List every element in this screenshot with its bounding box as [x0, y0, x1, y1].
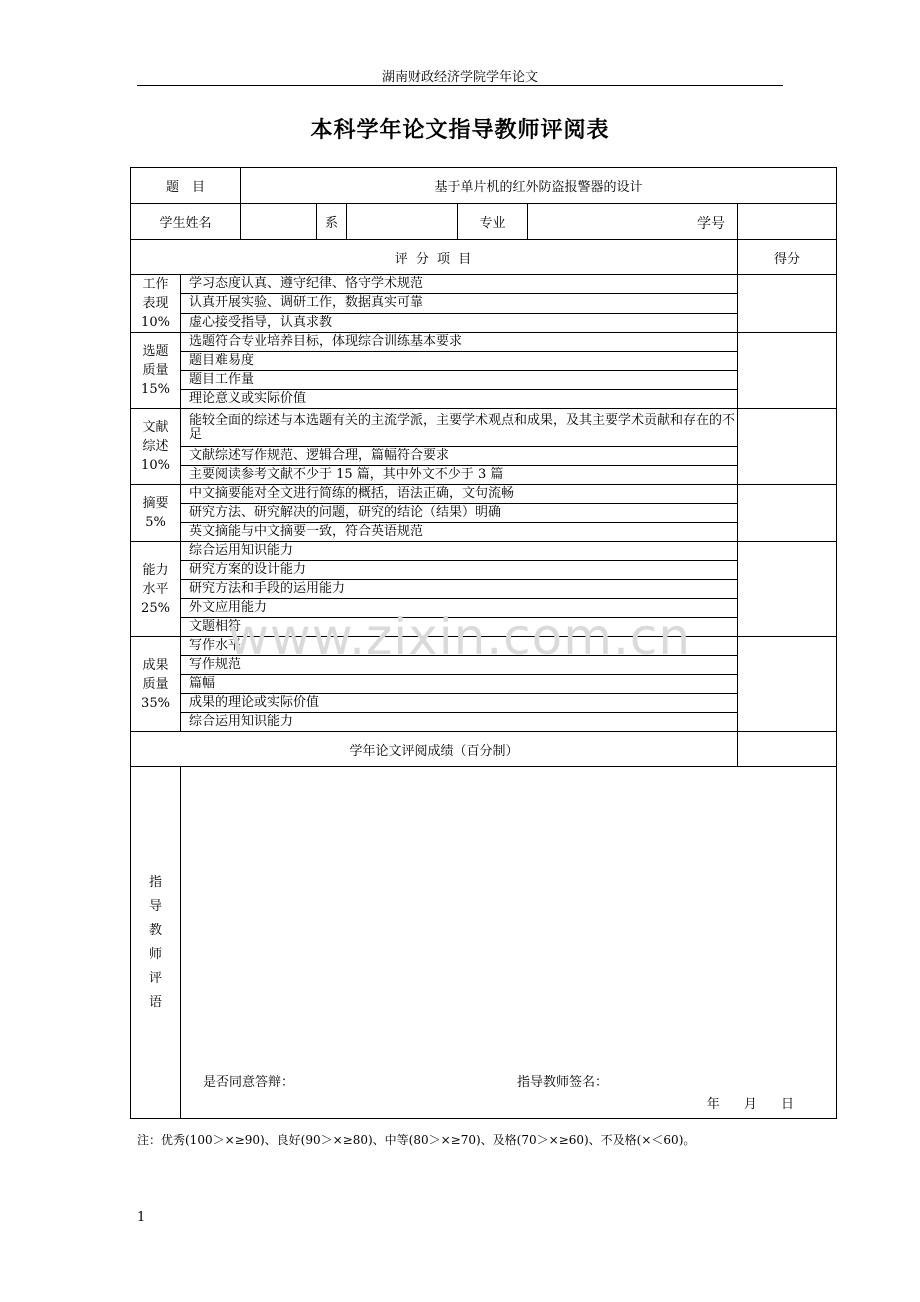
criteria-row [131, 561, 837, 580]
page-header: 湖南财政经济学院学年论文 [381, 70, 538, 85]
criteria-item: 学习态度认真、遵守纪律、恪守学术规范 [181, 275, 738, 294]
criteria-item: 能较全面的综述与本选题有关的主流学派，主要学术观点和成果，及其主要学术贡献和存在的不足 [181, 409, 738, 447]
comments-label-char: 指 [148, 874, 162, 890]
comments-label-char: 语 [148, 994, 162, 1010]
criteria-item: 文献综述写作规范、逻辑合理，篇幅符合要求 [181, 447, 738, 466]
grade-row [131, 732, 837, 767]
criteria-item: 成果的理论或实际价值 [181, 694, 738, 713]
criteria-row [131, 466, 837, 485]
category-name-line2: 水平 [142, 581, 169, 597]
criteria-item: 综合运用知识能力 [181, 542, 738, 561]
score-header-row [131, 240, 837, 275]
category-name: 工作 [142, 277, 169, 292]
grade-score-cell[interactable] [738, 732, 837, 767]
comments-label-char: 教 [148, 922, 162, 938]
topic-row [131, 168, 837, 204]
criteria-item: 主要阅读参考文献不少于 15 篇，其中外文不少于 3 篇 [181, 466, 738, 485]
criteria-row [131, 409, 837, 447]
criteria-item: 篇幅 [181, 675, 738, 694]
comments-label [131, 767, 181, 1119]
category-weight: 25% [141, 600, 170, 616]
criteria-row [131, 523, 837, 542]
criteria-item: 题目工作量 [181, 371, 738, 390]
criteria-row [131, 675, 837, 694]
comments-label-char: 师 [148, 946, 162, 962]
score-header: 得分 [738, 240, 837, 275]
student-info-row [131, 204, 837, 240]
criteria-item: 外文应用能力 [181, 599, 738, 618]
criteria-item: 写作规范 [181, 656, 738, 675]
criteria-row [131, 333, 837, 352]
score-cell[interactable] [738, 275, 837, 333]
date-label: 年 月 日 [706, 1097, 795, 1112]
score-cell[interactable] [738, 333, 837, 409]
criteria-item: 英文摘能与中文摘要一致，符合英语规范 [181, 523, 738, 542]
category-name-line2: 质量 [142, 363, 169, 378]
criteria-row [131, 599, 837, 618]
criteria-item: 写作水平 [181, 637, 738, 656]
criteria-item: 认真开展实验、调研工作，数据真实可靠 [181, 294, 738, 313]
evaluation-table [130, 167, 837, 1119]
student-id-field[interactable] [738, 204, 837, 240]
criteria-item: 综合运用知识能力 [181, 713, 738, 732]
score-cell[interactable] [738, 409, 837, 485]
category-name: 文献 [142, 420, 169, 435]
score-cell[interactable] [738, 485, 837, 542]
criteria-item: 文题相符 [181, 618, 738, 637]
category-name: 成果 [142, 657, 169, 673]
department-label: 系 [317, 204, 347, 240]
criteria-row [131, 618, 837, 637]
score-cell[interactable] [738, 637, 837, 732]
major-label: 专业 [458, 204, 528, 240]
category-weight: 5% [145, 515, 166, 530]
topic-value[interactable]: 基于单片机的红外防盗报警器的设计 [241, 168, 837, 204]
criteria-row [131, 390, 837, 409]
criteria-row [131, 656, 837, 675]
criteria-item: 虚心接受指导，认真求教 [181, 313, 738, 332]
category-name: 摘要 [142, 496, 169, 511]
criteria-item: 理论意义或实际价值 [181, 390, 738, 409]
department-field[interactable] [347, 204, 458, 240]
criteria-row [131, 313, 837, 332]
page-number: 1 [137, 1210, 146, 1225]
student-name-label: 学生姓名 [131, 204, 241, 240]
score-items-header: 评 分 项 目 [131, 240, 738, 275]
criteria-row [131, 485, 837, 504]
watermark: www.zixin.com.cn [228, 608, 692, 666]
criteria-row [131, 447, 837, 466]
criteria-item: 研究方法、研究解决的问题，研究的结论（结果）明确 [181, 504, 738, 523]
category-cell [131, 485, 181, 542]
category-weight: 15% [141, 382, 170, 397]
category-name-line2: 质量 [142, 676, 169, 692]
criteria-row [131, 637, 837, 656]
category-name-line2: 综述 [142, 439, 169, 454]
criteria-item: 中文摘要能对全文进行简练的概括，语法正确，文句流畅 [181, 485, 738, 504]
student-id-label: 学号 [697, 216, 726, 232]
category-cell [131, 333, 181, 409]
topic-label: 题 目 [131, 168, 241, 204]
criteria-row [131, 694, 837, 713]
category-name-line2: 表现 [142, 296, 169, 311]
agree-defense-label: 是否同意答辩： [203, 1075, 295, 1090]
advisor-signature-label: 指导教师签名： [517, 1075, 609, 1090]
criteria-item: 题目难易度 [181, 352, 738, 371]
header-rule [137, 85, 783, 86]
category-cell [131, 409, 181, 485]
comments-label-char: 导 [148, 898, 162, 914]
comments-area[interactable] [181, 767, 837, 1119]
category-weight: 10% [141, 315, 170, 330]
category-weight: 10% [141, 458, 170, 473]
category-cell [131, 637, 181, 732]
grade-label: 学年论文评阅成绩（百分制） [131, 732, 738, 767]
category-name: 选题 [142, 344, 169, 359]
criteria-row [131, 352, 837, 371]
comments-label-char: 评 [148, 970, 162, 986]
criteria-row [131, 275, 837, 294]
criteria-item: 研究方法和手段的运用能力 [181, 580, 738, 599]
grading-note: 注：优秀(100＞×≥90)、良好(90＞×≥80)、中等(80＞×≥70)、及格(70＞×≥60)、不及格(×＜60)。 [137, 1133, 696, 1147]
comments-row [131, 767, 837, 1119]
criteria-row [131, 371, 837, 390]
criteria-item: 选题符合专业培养目标，体现综合训练基本要求 [181, 333, 738, 352]
criteria-row [131, 713, 837, 732]
criteria-row [131, 294, 837, 313]
category-cell [131, 275, 181, 333]
score-cell[interactable] [738, 542, 837, 637]
criteria-row [131, 504, 837, 523]
major-field[interactable] [528, 204, 738, 240]
criteria-item: 研究方案的设计能力 [181, 561, 738, 580]
category-cell [131, 542, 181, 637]
criteria-row [131, 580, 837, 599]
page-title: 本科学年论文指导教师评阅表 [310, 118, 610, 143]
category-name: 能力 [142, 562, 169, 578]
student-name-field[interactable] [241, 204, 317, 240]
category-weight: 35% [141, 695, 170, 711]
criteria-row [131, 542, 837, 561]
